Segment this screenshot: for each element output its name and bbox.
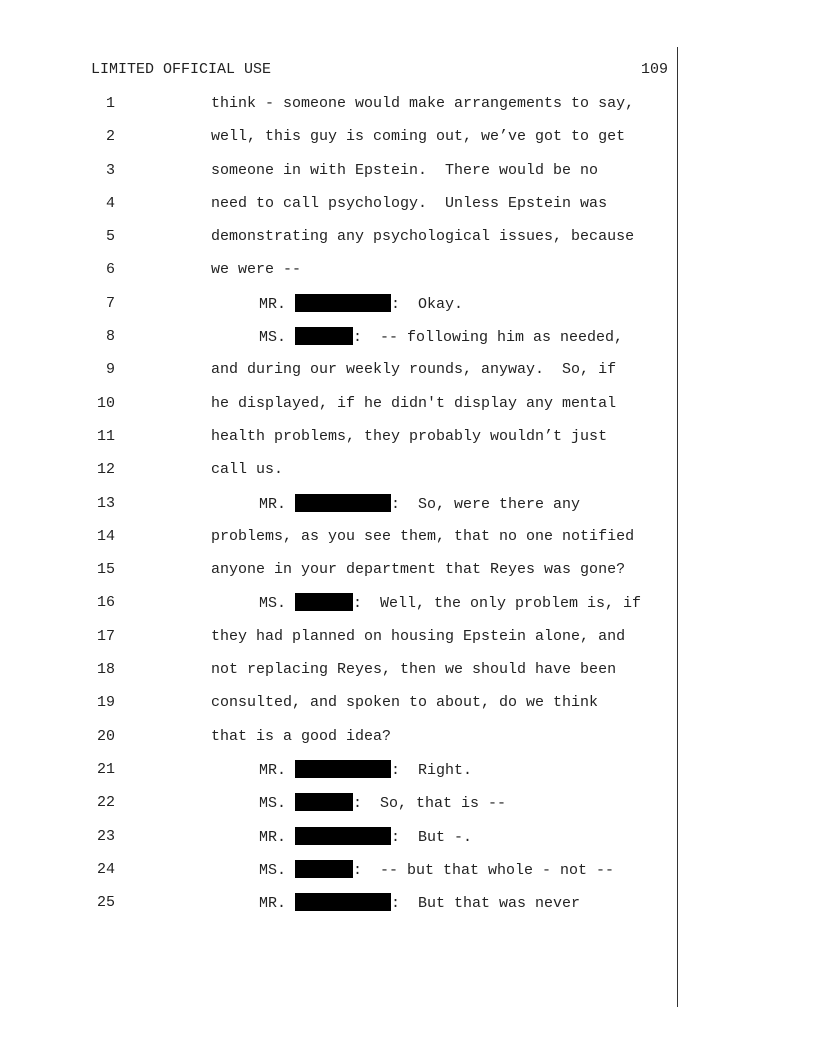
transcript-line bbox=[0, 893, 816, 926]
redaction-bar bbox=[295, 294, 391, 312]
transcript-line bbox=[0, 593, 816, 626]
line-number: 18 bbox=[96, 661, 115, 679]
redaction-bar bbox=[295, 593, 353, 611]
speaker-line bbox=[259, 827, 472, 848]
speech-text: : But that was never bbox=[391, 895, 581, 913]
speaker-line bbox=[259, 294, 463, 315]
speech-text: : -- but that whole - not -- bbox=[353, 861, 615, 879]
transcript-lines bbox=[0, 94, 816, 926]
transcript-line bbox=[0, 560, 816, 593]
speaker-line bbox=[259, 860, 614, 881]
speaker-line bbox=[259, 760, 472, 781]
line-number: 1 bbox=[105, 95, 115, 112]
line-text: consulted, and spoken to about, do we think bbox=[211, 694, 599, 712]
transcript-line bbox=[0, 460, 816, 493]
speaker-title: MS. bbox=[259, 795, 296, 813]
line-number: 20 bbox=[96, 727, 115, 745]
speaker-title: MR. bbox=[259, 895, 296, 913]
transcript-line bbox=[0, 260, 816, 293]
speaker-title: MS. bbox=[259, 861, 296, 879]
line-number: 22 bbox=[96, 794, 115, 812]
transcript-line bbox=[0, 94, 816, 127]
line-number: 23 bbox=[96, 827, 115, 845]
line-text: call us. bbox=[211, 461, 284, 479]
speaker-line bbox=[259, 327, 623, 348]
speech-text: : So, that is -- bbox=[353, 795, 507, 813]
transcript-line bbox=[0, 793, 816, 826]
transcript-line bbox=[0, 394, 816, 427]
line-number: 25 bbox=[96, 894, 115, 912]
line-text: health problems, they probably wouldn’t just bbox=[211, 427, 608, 445]
speech-text: : Well, the only problem is, if bbox=[353, 595, 642, 613]
line-number: 3 bbox=[105, 161, 115, 179]
line-text: anyone in your department that Reyes was gone? bbox=[211, 561, 626, 579]
line-text: he displayed, if he didn't display any mental bbox=[211, 394, 617, 412]
speaker-line bbox=[259, 593, 641, 614]
speaker-line bbox=[259, 494, 580, 515]
speaker-title: MS. bbox=[259, 329, 296, 347]
transcript-line bbox=[0, 660, 816, 693]
transcript-line bbox=[0, 294, 816, 327]
line-text: not replacing Reyes, then we should have been bbox=[211, 661, 617, 679]
transcript-line bbox=[0, 360, 816, 393]
redaction-bar bbox=[295, 793, 353, 811]
line-number: 8 bbox=[105, 328, 115, 346]
redaction-bar bbox=[295, 760, 391, 778]
speech-text: : Okay. bbox=[391, 295, 464, 313]
line-number: 4 bbox=[105, 194, 115, 212]
speaker-line bbox=[259, 893, 580, 914]
transcript-line bbox=[0, 627, 816, 660]
transcript-line bbox=[0, 760, 816, 793]
classification-header: LIMITED OFFICIAL USE bbox=[91, 61, 272, 78]
page-number: 109 bbox=[640, 61, 668, 78]
transcript-line bbox=[0, 327, 816, 360]
line-text: think - someone would make arrangements to say, bbox=[211, 95, 635, 112]
redaction-bar bbox=[295, 893, 391, 911]
speaker-title: MS. bbox=[259, 595, 296, 613]
line-number: 14 bbox=[96, 527, 115, 545]
line-text: problems, as you see them, that no one notified bbox=[211, 527, 635, 545]
line-number: 9 bbox=[105, 361, 115, 379]
speaker-title: MR. bbox=[259, 828, 296, 846]
speaker-line bbox=[259, 793, 506, 814]
line-text: they had planned on housing Epstein alone, and bbox=[211, 627, 626, 645]
line-text: someone in with Epstein. There would be no bbox=[211, 161, 599, 179]
line-text: demonstrating any psychological issues, because bbox=[211, 228, 635, 246]
transcript-line bbox=[0, 427, 816, 460]
transcript-line bbox=[0, 727, 816, 760]
transcript-line bbox=[0, 161, 816, 194]
line-text: well, this guy is coming out, we’ve got to get bbox=[211, 128, 626, 146]
line-number: 17 bbox=[96, 627, 115, 645]
line-number: 7 bbox=[105, 294, 115, 312]
line-number: 2 bbox=[105, 128, 115, 146]
speech-text: : But -. bbox=[391, 828, 473, 846]
speech-text: : Right. bbox=[391, 761, 473, 779]
transcript-line bbox=[0, 860, 816, 893]
redaction-bar bbox=[295, 827, 391, 845]
line-number: 5 bbox=[105, 228, 115, 246]
speaker-title: MR. bbox=[259, 495, 296, 513]
line-number: 21 bbox=[96, 760, 115, 778]
line-text: need to call psychology. Unless Epstein was bbox=[211, 194, 608, 212]
line-number: 6 bbox=[105, 261, 115, 279]
speaker-title: MR. bbox=[259, 761, 296, 779]
redaction-bar bbox=[295, 327, 353, 345]
redaction-bar bbox=[295, 494, 391, 512]
line-text: that is a good idea? bbox=[211, 727, 392, 745]
line-number: 10 bbox=[96, 394, 115, 412]
line-number: 11 bbox=[96, 427, 115, 445]
transcript-line bbox=[0, 827, 816, 860]
line-number: 15 bbox=[96, 561, 115, 579]
transcript-line bbox=[0, 494, 816, 527]
line-text: and during our weekly rounds, anyway. So, if bbox=[211, 361, 617, 379]
transcript-line bbox=[0, 227, 816, 260]
line-number: 13 bbox=[96, 494, 115, 512]
speech-text: : -- following him as needed, bbox=[353, 329, 624, 347]
line-number: 19 bbox=[96, 694, 115, 712]
speaker-title: MR. bbox=[259, 295, 296, 313]
transcript-line bbox=[0, 693, 816, 726]
line-text: we were -- bbox=[211, 261, 302, 279]
transcript-line bbox=[0, 527, 816, 560]
redaction-bar bbox=[295, 860, 353, 878]
line-number: 12 bbox=[96, 461, 115, 479]
line-number: 16 bbox=[96, 594, 115, 612]
speech-text: : So, were there any bbox=[391, 495, 581, 513]
transcript-line bbox=[0, 194, 816, 227]
transcript-line bbox=[0, 127, 816, 160]
line-number: 24 bbox=[96, 860, 115, 878]
